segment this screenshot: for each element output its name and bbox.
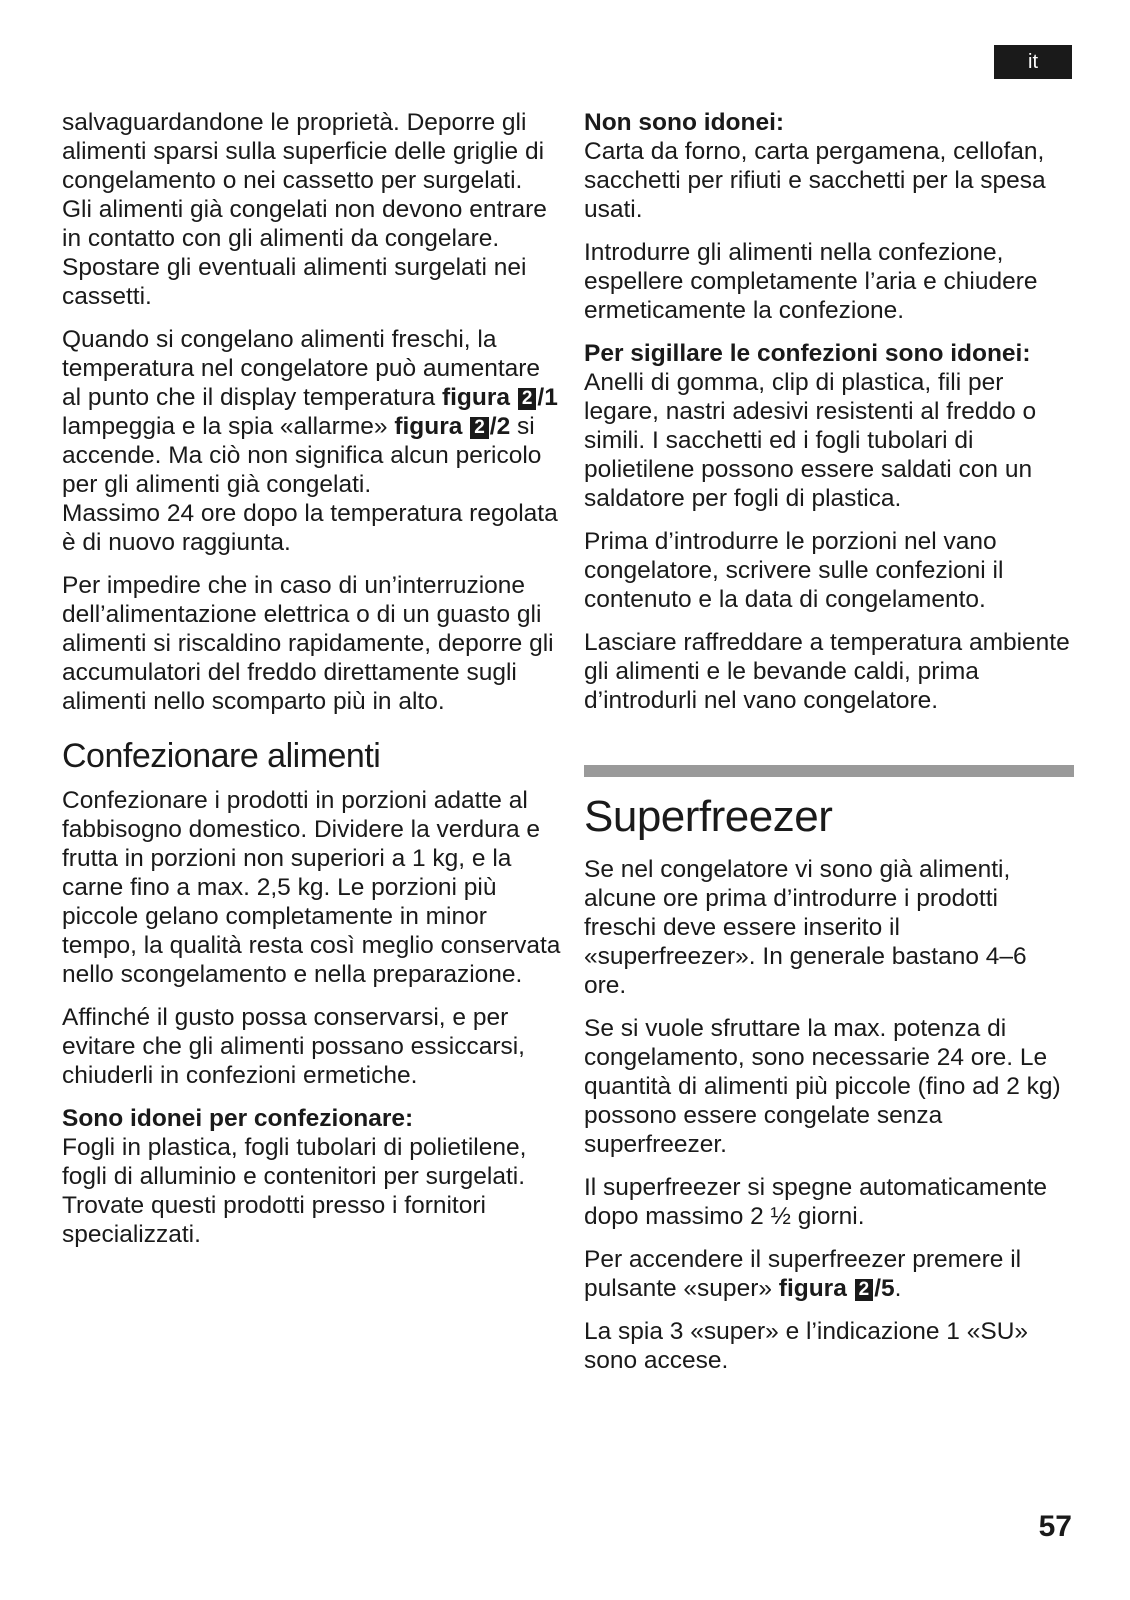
text-run: Quando si congelano alimenti freschi, la temperatura nel congelatore può aumentare al punto che il display temperatura: [62, 326, 541, 411]
paragraph: Introdurre gli alimenti nella confezione, espellere completamente l’aria e chiudere ermeticamente la confezione.: [584, 239, 1038, 324]
paragraph: Massimo 24 ore dopo la temperatura regolata è di nuovo raggiunta.: [62, 500, 558, 556]
paragraph: [62, 325, 562, 499]
figure-number-box: 2: [518, 388, 537, 410]
paragraph: Il superfreezer si spegne automaticamente dopo massimo 2 ½ giorni.: [584, 1174, 1048, 1230]
paragraph: Anelli di gomma, clip di plastica, fili per legare, nastri adesivi resistenti al freddo o simili. I sacchetti ed i fogli tubolari di polietilene possono essere saldati con un saldatore per fogli di plastica.: [584, 369, 1037, 512]
paragraph: Lasciare raffreddare a temperatura ambiente gli alimenti e le bevande caldi, prima d’introdurli nel vano congelatore.: [584, 629, 1070, 714]
subheading: Sono idonei per confezionare:: [62, 1105, 414, 1132]
figure-reference: figura 2 /1: [441, 384, 558, 411]
figure-number-box: 2: [855, 1279, 874, 1301]
paragraph: Se nel congelatore vi sono già alimenti, alcune ore prima d’introdurre i prodotti freschi deve essere inserito il «superfreezer». In generale bastano 4–6 ore.: [584, 856, 1027, 999]
paragraph: Se si vuole sfruttare la max. potenza di congelamento, sono necessarie 24 ore. Le quantità di alimenti più piccole (fino ad 2 kg) possono essere congelate senza superfreezer.: [584, 1015, 1061, 1158]
paragraph: Fogli in plastica, fogli tubolari di polietilene, fogli di alluminio e contenitori per surgelati. Trovate questi prodotti presso i fornitori specializzati.: [62, 1134, 527, 1248]
section-divider: [584, 765, 1074, 777]
paragraph: Carta da forno, carta pergamena, cellofan, sacchetti per rifiuti e sacchetti per la spesa usati.: [584, 138, 1046, 223]
paragraph: [584, 1245, 1074, 1303]
paragraph: Affinché il gusto possa conservarsi, e per evitare che gli alimenti possano essiccarsi, chiuderli in confezioni ermetiche.: [62, 1004, 525, 1089]
subheading: Per sigillare le confezioni sono idonei:: [584, 340, 1031, 367]
language-badge: it: [994, 45, 1072, 79]
figure-reference: figura 2 /2: [394, 413, 511, 440]
subheading: Non sono idonei:: [584, 109, 785, 136]
paragraph: Confezionare i prodotti in porzioni adatte al fabbisogno domestico. Dividere la verdura e frutta in porzioni non superiori a 1 kg, e la carne fino a max. 2,5 kg. Le porzioni più piccole gelano completamente in minor tempo, la qualità resta così meglio conservata nello scongelamento e nella preparazione.: [62, 787, 561, 988]
left-column: [62, 108, 562, 1263]
text-run: si accende. Ma ciò non significa alcun pericolo per gli alimenti già congelati.: [62, 413, 542, 498]
paragraph: Prima d’introdurre le porzioni nel vano congelatore, scrivere sulle confezioni il contenuto e la data di congelamento.: [584, 528, 1004, 613]
paragraph: Per impedire che in caso di un’interruzione dell’alimentazione elettrica o di un guasto gli alimenti si riscaldino rapidamente, deporre gli accumulatori del freddo direttamente sugli alimenti nello scomparto più in alto.: [62, 572, 554, 715]
page-number: 57: [1038, 1510, 1072, 1543]
figure-number-box: 2: [470, 417, 489, 439]
right-column: [584, 108, 1074, 1389]
paragraph: salvaguardandone le proprietà. Deporre gli alimenti sparsi sulla superficie delle griglie di congelamento o nei cassetto per surgelati.: [62, 109, 545, 194]
text-run: .: [894, 1275, 902, 1302]
section-title: Superfreezer: [584, 792, 833, 841]
paragraph: La spia 3 «super» e l’indicazione 1 «SU» sono accese.: [584, 1318, 1029, 1374]
section-heading: Confezionare alimenti: [62, 737, 381, 775]
figure-reference: figura 2 /5: [778, 1275, 895, 1302]
text-run: lampeggia e la spia «allarme»: [62, 413, 395, 440]
text-run: Per accendere il superfreezer premere il pulsante «super»: [584, 1246, 1022, 1302]
paragraph: Gli alimenti già congelati non devono entrare in contatto con gli alimenti da congelare. Spostare gli eventuali alimenti surgelati nei cassetti.: [62, 196, 547, 310]
